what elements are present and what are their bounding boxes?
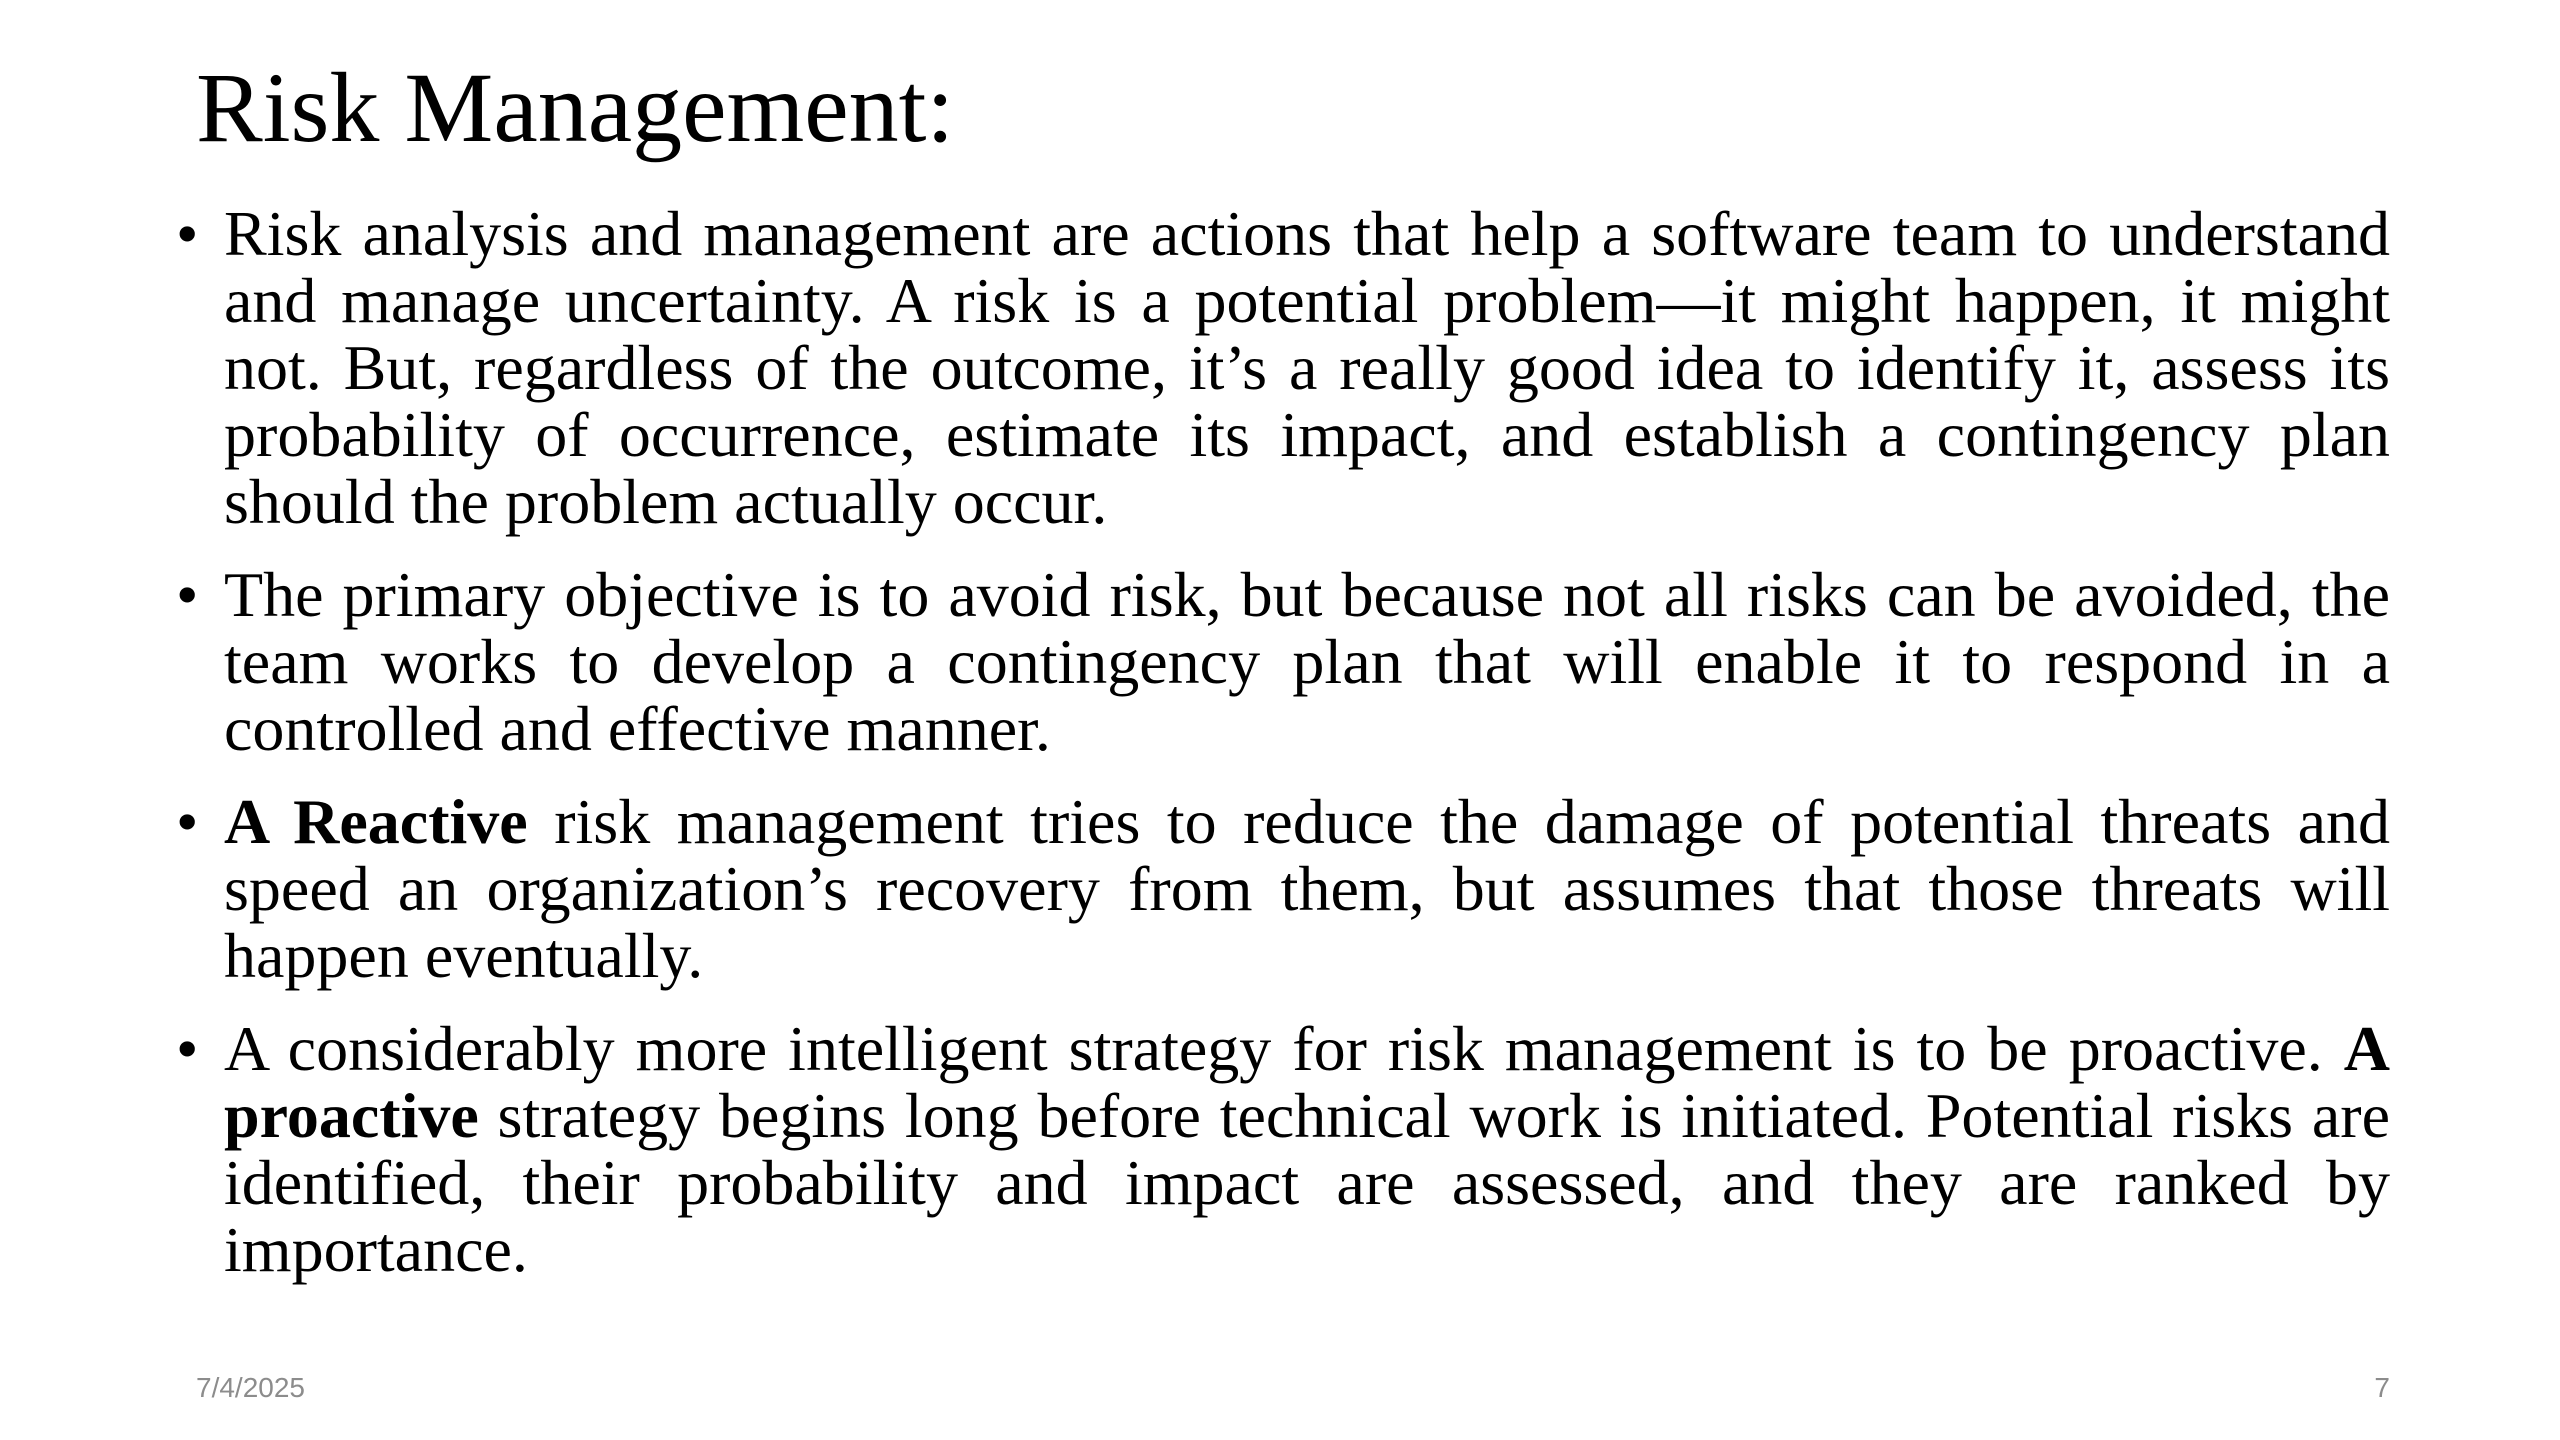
bullet-item-4 bbox=[224, 1015, 2390, 1283]
bullet-list bbox=[224, 200, 2390, 1309]
bullet-item-2 bbox=[224, 561, 2390, 762]
footer-date: 7/4/2025 bbox=[196, 1372, 305, 1403]
bullet-text: strategy begins long before technical work is initiated. Potential risks are identified, their probability and impact are assessed, and they are ranked by importance. bbox=[224, 1080, 2390, 1285]
bullet-text: Risk analysis and management are actions that help a software team to understand and manage uncertainty. A risk is a potential problem—it might happen, it might not. But, regardless of the outcome, it’s a really good idea to identify it, assess its probability of occurrence, estimate its impact, and establish a contingency plan should the problem actually occur. bbox=[224, 198, 2390, 537]
bullet-text: risk management tries to reduce the damage of potential threats and speed an organization’s recovery from them, but assumes that those threats will happen eventually. bbox=[224, 786, 2391, 991]
bullet-text: A considerably more intelligent strategy for risk management is to be proactive. bbox=[224, 1013, 2344, 1084]
bullet-item-1 bbox=[224, 200, 2390, 535]
slide-title: Risk Management: bbox=[196, 52, 955, 163]
bullet-item-3 bbox=[224, 788, 2390, 989]
bullet-bold-term: A proactive bbox=[224, 1013, 2390, 1151]
bullet-text: The primary objective is to avoid risk, but because not all risks can be avoided, the team works to develop a contingency plan that will enable it to respond in a controlled and effective manner. bbox=[224, 559, 2390, 764]
slide-number: 7 bbox=[2374, 1372, 2390, 1403]
bullet-bold-term: A Reactive bbox=[224, 786, 528, 857]
